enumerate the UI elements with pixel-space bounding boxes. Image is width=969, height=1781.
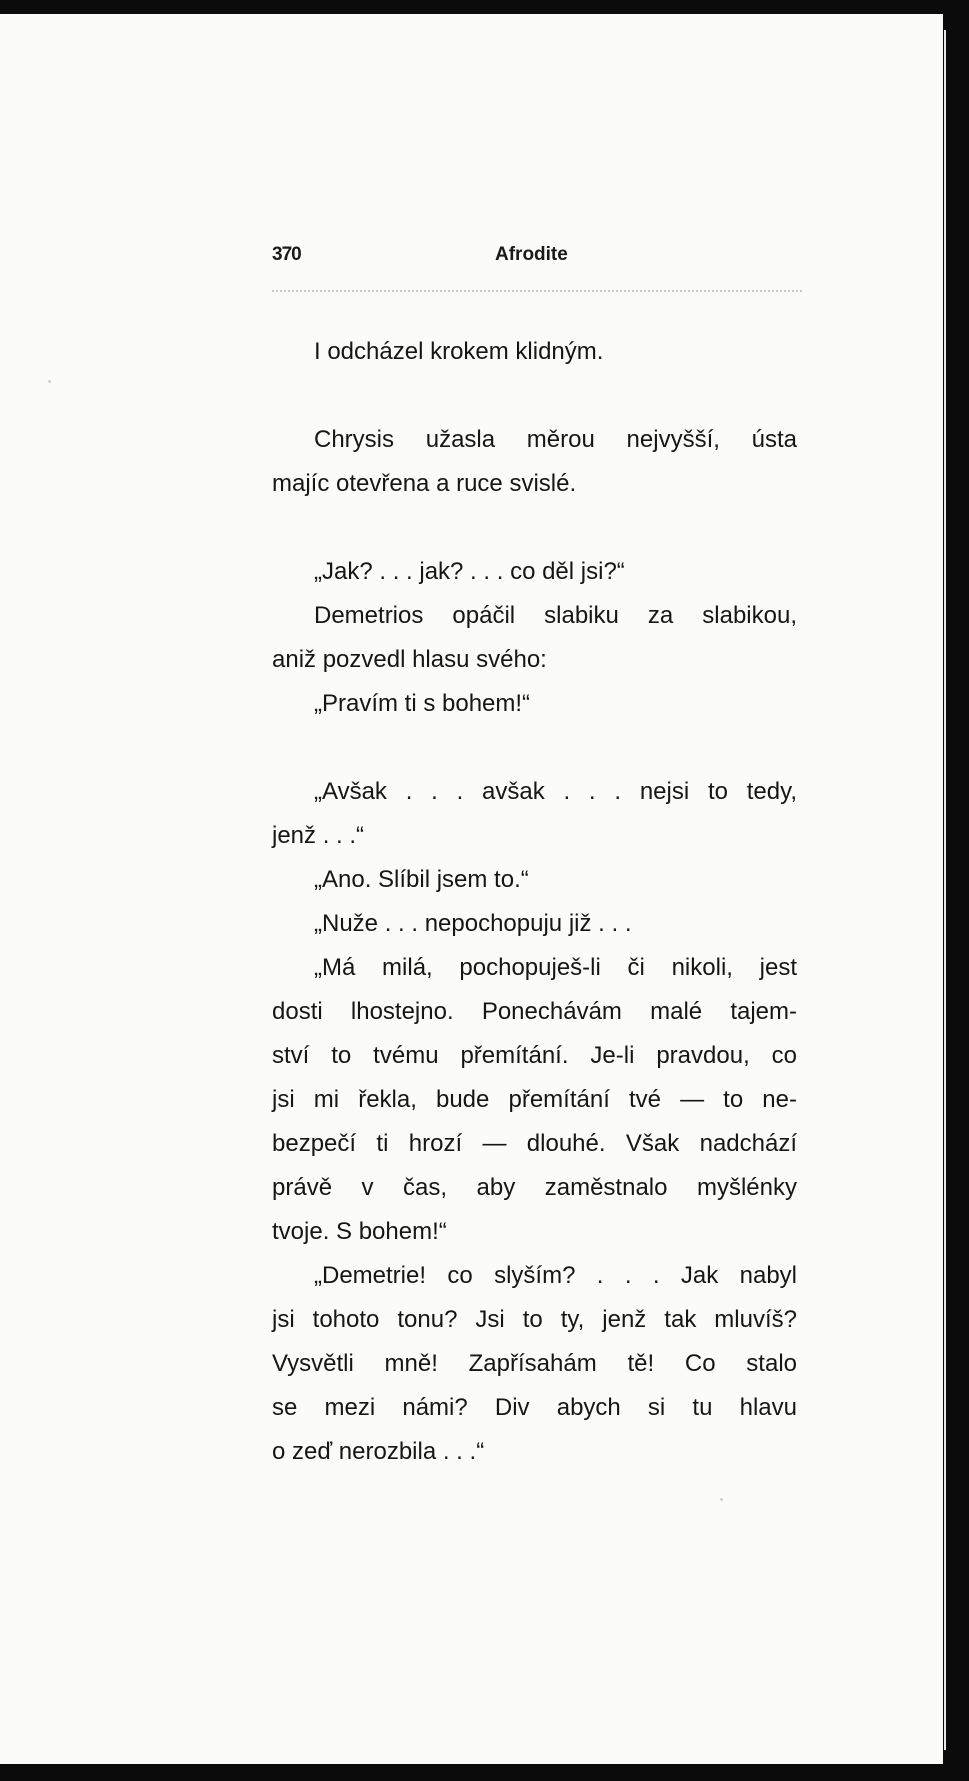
text-line: „Má milá, pochopuješ-li či nikoli, jest bbox=[314, 954, 797, 981]
running-header bbox=[272, 244, 797, 274]
text-line: právě v čas, aby zaměstnalo myšlénky bbox=[272, 1174, 797, 1201]
text-line: dosti lhostejno. Ponechávám malé tajem- bbox=[272, 998, 797, 1025]
paragraph-gap bbox=[272, 374, 797, 418]
text-line: jsi tohoto tonu? Jsi to ty, jenž tak mluvíš? bbox=[272, 1306, 797, 1333]
body-text bbox=[272, 330, 797, 1474]
text-line: „Jak? . . . jak? . . . co děl jsi?“ bbox=[314, 558, 625, 585]
text-line: I odcházel krokem klidným. bbox=[314, 338, 604, 365]
text-line: aniž pozvedl hlasu svého: bbox=[272, 646, 547, 673]
text-line: Chrysis užasla měrou nejvyšší, ústa bbox=[314, 426, 797, 453]
text-line: o zeď nerozbila . . .“ bbox=[272, 1438, 485, 1465]
paragraph-gap bbox=[272, 506, 797, 550]
paragraph-gap bbox=[272, 726, 797, 770]
text-line: Vysvětli mně! Zapřísahám tě! Co stalo bbox=[272, 1350, 797, 1377]
text-line: tvoje. S bohem!“ bbox=[272, 1218, 447, 1245]
text-line: ství to tvému přemítání. Je-li pravdou, co bbox=[272, 1042, 797, 1069]
page-number: 370 bbox=[272, 244, 301, 265]
header-rule bbox=[272, 290, 802, 292]
running-title: Afrodite bbox=[495, 244, 568, 265]
text-line: jsi mi řekla, bude přemítání tvé — to ne- bbox=[272, 1086, 797, 1113]
text-line: majíc otevřena a ruce svislé. bbox=[272, 470, 577, 497]
paper-speck bbox=[48, 380, 51, 383]
text-line: „Demetrie! co slyším? . . . Jak nabyl bbox=[314, 1262, 797, 1289]
page-edge-line bbox=[944, 30, 946, 1750]
text-line: „Pravím ti s bohem!“ bbox=[314, 690, 531, 717]
text-line: „Ano. Slíbil jsem to.“ bbox=[314, 866, 529, 893]
text-line: Demetrios opáčil slabiku za slabikou, bbox=[314, 602, 797, 629]
text-line: se mezi námi? Div abych si tu hlavu bbox=[272, 1394, 797, 1421]
page-edge-shadow bbox=[943, 14, 969, 1764]
text-line: bezpečí ti hrozí — dlouhé. Však nadchází bbox=[272, 1130, 797, 1157]
text-line: jenž . . .“ bbox=[272, 822, 365, 849]
text-line: „Avšak . . . avšak . . . nejsi to tedy, bbox=[314, 778, 797, 805]
paper-speck bbox=[720, 1498, 723, 1501]
text-line: „Nuže . . . nepochopuju již . . . bbox=[314, 910, 632, 937]
